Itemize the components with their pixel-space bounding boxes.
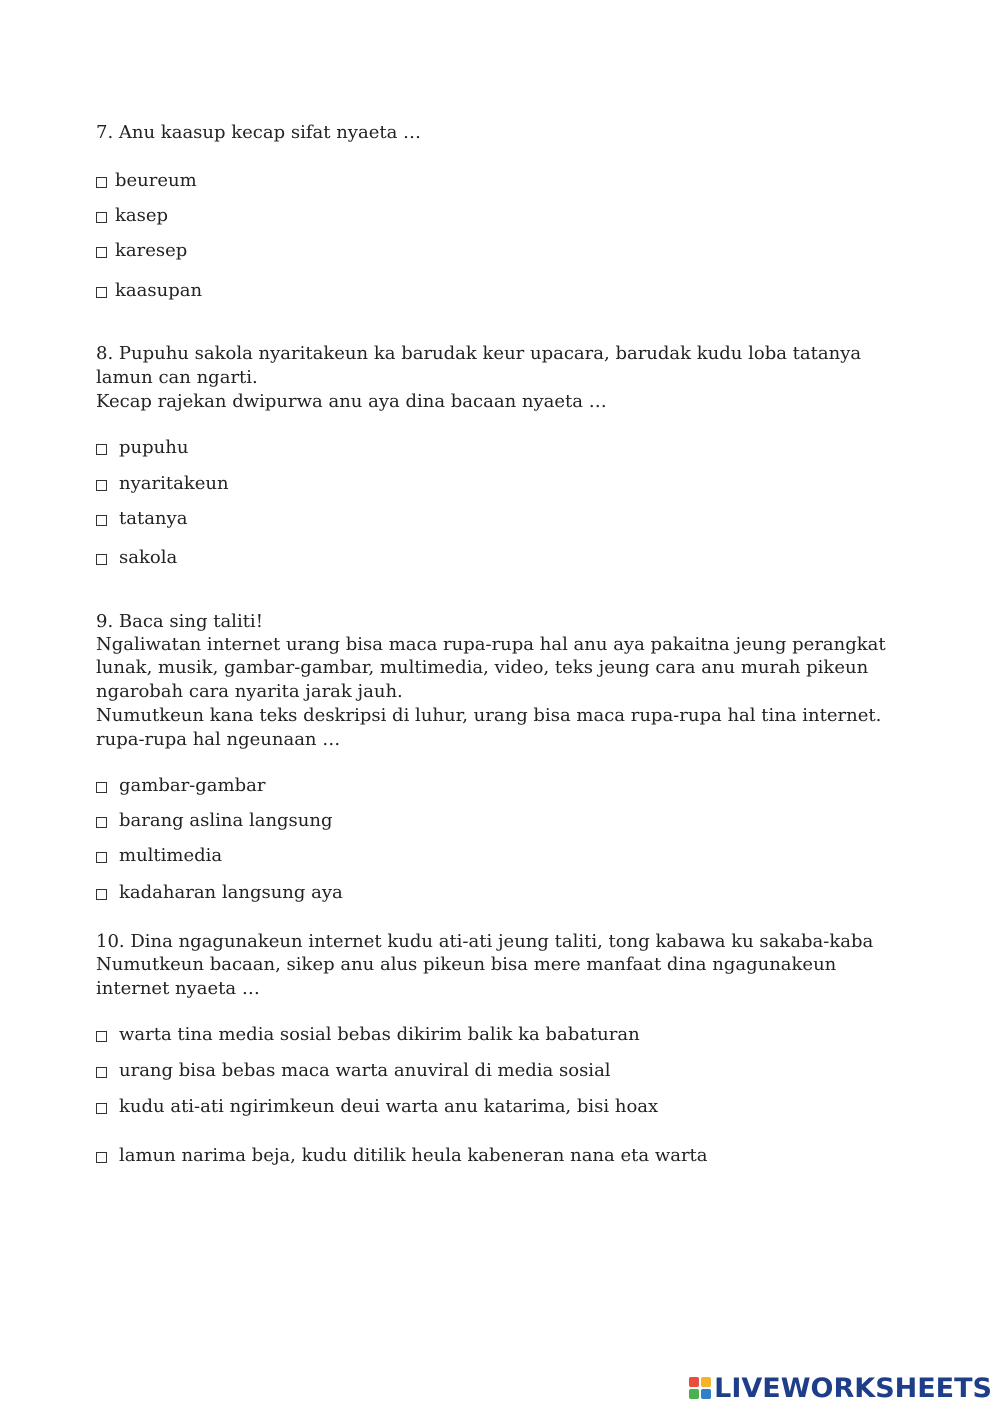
question-7-option-a[interactable] <box>96 170 197 192</box>
question-8-text-line-1: 8. Pupuhu sakola nyaritakeun ka barudak keur upacara, barudak kudu loba tatanya <box>96 343 862 364</box>
question-10-text-line-1: 10. Dina ngagunakeun internet kudu ati-ati jeung taliti, tong kabawa ku sakaba-kaba <box>96 931 874 952</box>
checkbox-icon[interactable] <box>96 247 107 258</box>
question-10-option-c[interactable] <box>96 1096 658 1118</box>
question-9-text-line-4: ngarobah cara nyarita jarak jauh. <box>96 681 403 702</box>
checkbox-icon[interactable] <box>96 1152 107 1163</box>
option-label: karesep <box>115 240 188 261</box>
option-label: lamun narima beja, kudu ditilik heula kabeneran nana eta warta <box>119 1145 708 1166</box>
liveworksheets-logo <box>689 1373 992 1403</box>
checkbox-icon[interactable] <box>96 287 107 298</box>
logo-square-red <box>689 1377 699 1387</box>
checkbox-icon[interactable] <box>96 782 107 793</box>
option-label: kaasupan <box>115 280 203 301</box>
option-label: nyaritakeun <box>119 473 229 494</box>
checkbox-icon[interactable] <box>96 817 107 828</box>
option-label: beureum <box>115 170 197 191</box>
question-7-option-b[interactable] <box>96 205 168 227</box>
logo-square-green <box>689 1389 699 1399</box>
question-9-text-line-2: Ngaliwatan internet urang bisa maca rupa-rupa hal anu aya pakaitna jeung perangkat <box>96 634 886 655</box>
question-9-option-a[interactable] <box>96 775 265 797</box>
question-9-option-c[interactable] <box>96 845 222 867</box>
option-label: kasep <box>115 205 169 226</box>
question-8-option-b[interactable] <box>96 473 229 495</box>
question-9-text-line-6: rupa-rupa hal ngeunaan … <box>96 729 341 750</box>
option-label: kudu ati-ati ngirimkeun deui warta anu katarima, bisi hoax <box>119 1096 659 1117</box>
option-label: kadaharan langsung aya <box>119 882 343 903</box>
question-8-option-d[interactable] <box>96 547 177 569</box>
checkbox-icon[interactable] <box>96 554 107 565</box>
checkbox-icon[interactable] <box>96 1031 107 1042</box>
question-7-text: 7. Anu kaasup kecap sifat nyaeta … <box>96 122 422 143</box>
option-label: tatanya <box>119 508 188 529</box>
question-8-option-a[interactable] <box>96 437 188 459</box>
checkbox-icon[interactable] <box>96 1103 107 1114</box>
option-label: urang bisa bebas maca warta anuviral di media sosial <box>119 1060 611 1081</box>
checkbox-icon[interactable] <box>96 889 107 900</box>
checkbox-icon[interactable] <box>96 1067 107 1078</box>
checkbox-icon[interactable] <box>96 515 107 526</box>
checkbox-icon[interactable] <box>96 444 107 455</box>
question-8-text-line-3: Kecap rajekan dwipurwa anu aya dina bacaan nyaeta … <box>96 391 607 412</box>
option-label: barang aslina langsung <box>119 810 333 831</box>
question-7-option-c[interactable] <box>96 240 187 262</box>
checkbox-icon[interactable] <box>96 480 107 491</box>
question-9-option-b[interactable] <box>96 810 333 832</box>
option-label: multimedia <box>119 845 223 866</box>
liveworksheets-logo-icon <box>689 1377 711 1399</box>
option-label: gambar-gambar <box>119 775 266 796</box>
option-label: warta tina media sosial bebas dikirim balik ka babaturan <box>119 1024 640 1045</box>
question-7-option-d[interactable] <box>96 280 202 302</box>
option-label: sakola <box>119 547 178 568</box>
checkbox-icon[interactable] <box>96 852 107 863</box>
question-9-text-line-3: lunak, musik, gambar-gambar, multimedia, video, teks jeung cara anu murah pikeun <box>96 657 869 678</box>
question-10-text-line-2: Numutkeun bacaan, sikep anu alus pikeun bisa mere manfaat dina ngagunakeun <box>96 954 837 975</box>
question-9-text-line-1: 9. Baca sing taliti! <box>96 611 263 632</box>
question-9-option-d[interactable] <box>96 882 343 904</box>
checkbox-icon[interactable] <box>96 177 107 188</box>
logo-square-blue <box>701 1389 711 1399</box>
logo-square-yellow <box>701 1377 711 1387</box>
option-label: pupuhu <box>119 437 189 458</box>
question-8-option-c[interactable] <box>96 508 187 530</box>
logo-text: LIVEWORKSHEETS <box>714 1372 992 1404</box>
question-10-option-b[interactable] <box>96 1060 611 1082</box>
question-9-text-line-5: Numutkeun kana teks deskripsi di luhur, urang bisa maca rupa-rupa hal tina internet. <box>96 705 882 726</box>
checkbox-icon[interactable] <box>96 212 107 223</box>
question-10-option-d[interactable] <box>96 1145 708 1167</box>
question-8-text-line-2: lamun can ngarti. <box>96 367 258 388</box>
question-10-option-a[interactable] <box>96 1024 640 1046</box>
question-10-text-line-3: internet nyaeta … <box>96 978 260 999</box>
